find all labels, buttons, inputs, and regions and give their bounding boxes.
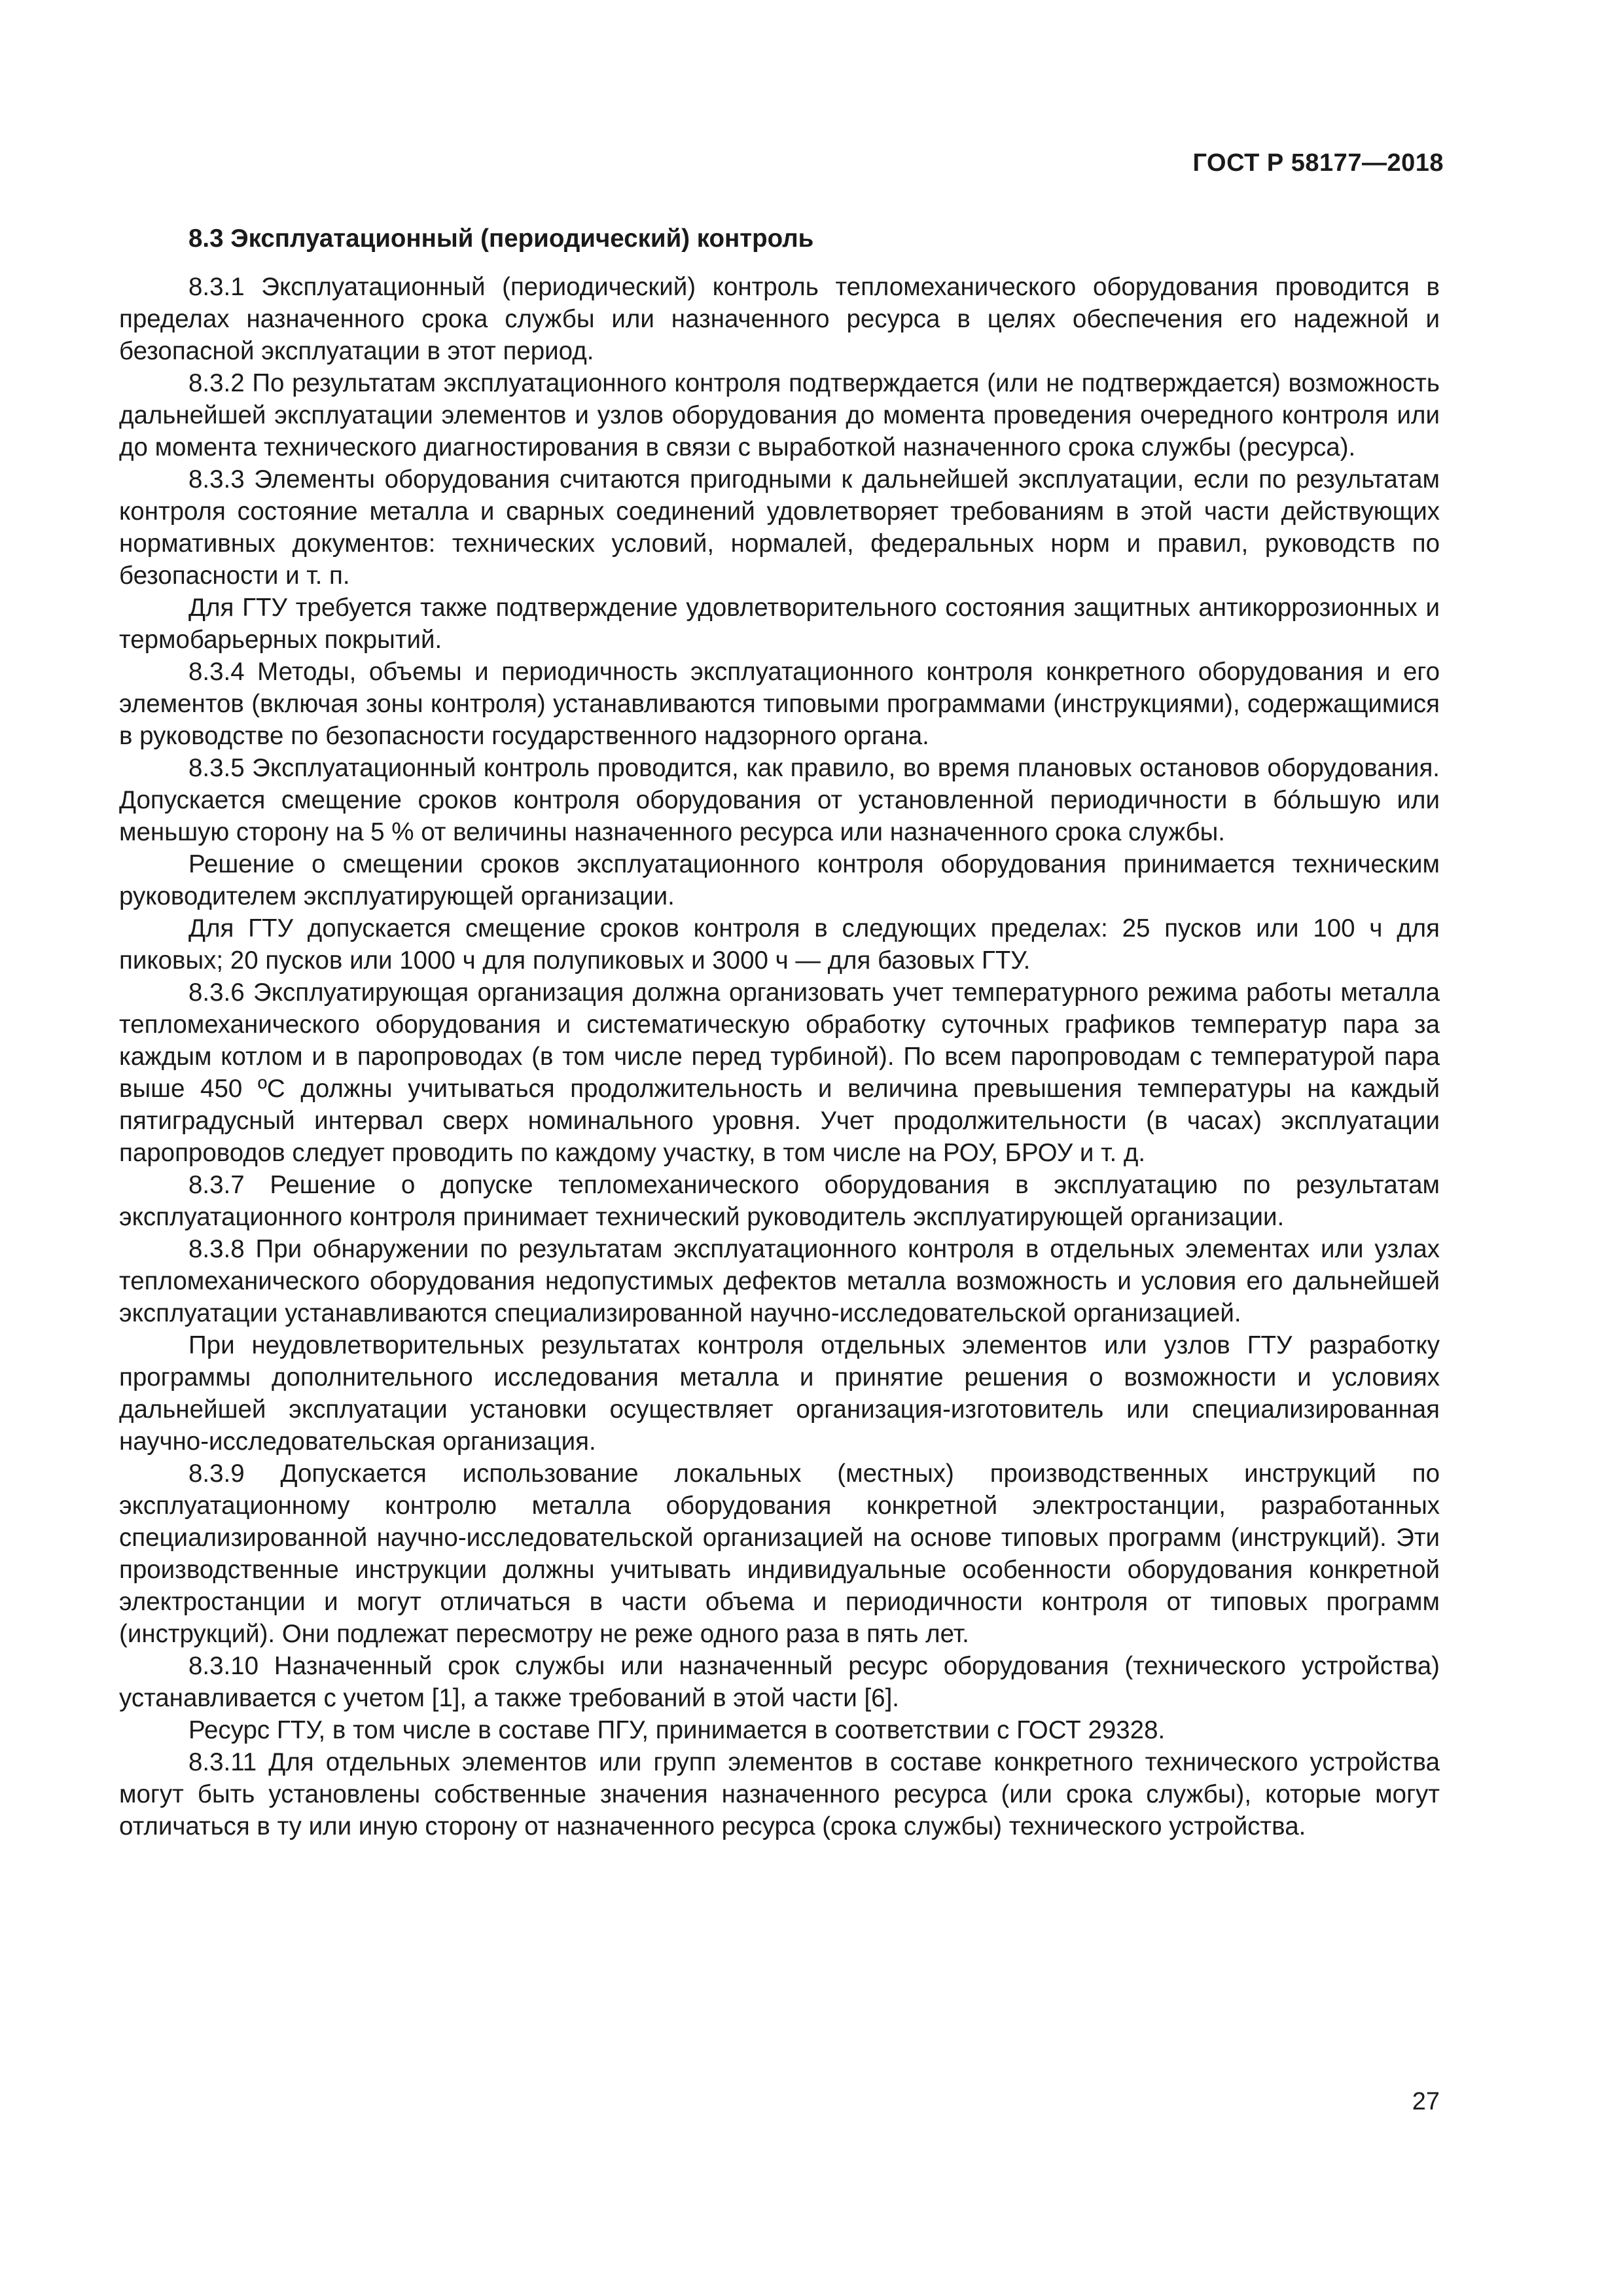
paragraph-8-3-8-gtu: При неудовлетворительных результатах контроля отдельных элементов или узлов ГТУ разработку программы дополнительного исследования металла и принятие решения о возможности и условиях дальнейшей эксплуатации установки осуществляет организация-изготовитель или специализированная научно-исследовательская организация. [119, 1331, 1440, 1456]
section-title: 8.3 Эксплуатационный (периодический) контроль [188, 224, 814, 253]
paragraph-8-3-3-gtu: Для ГТУ требуется также подтверждение удовлетворительного состояния защитных антикоррозионных и термобарьерных покрытий. [119, 594, 1440, 654]
paragraph-8-3-7: 8.3.7 Решение о допуске тепломеханического оборудования в эксплуатацию по результатам эксплуатационного контроля принимает технический руководитель эксплуатирующей организации. [119, 1171, 1440, 1231]
paragraph-8-3-10-gtu: Ресурс ГТУ, в том числе в составе ПГУ, принимается в соответствии с ГОСТ 29328. [188, 1716, 1166, 1744]
paragraph-8-3-3: 8.3.3 Элементы оборудования считаются пригодными к дальнейшей эксплуатации, если по результатам контроля состояние металла и сварных соединений удовлетворяет требованиям в этой части действующих нормативных документов: технических условий, нормалей, федеральных норм и правил, руководств по безопасности и т. п. [119, 465, 1440, 590]
paragraph-8-3-11: 8.3.11 Для отдельных элементов или групп элементов в составе конкретного технического устройства могут быть установлены собственные значения назначенного ресурса (или срока службы), которые могут отличаться в ту или иную сторону от назначенного ресурса (срока службы) технического устройства. [119, 1748, 1440, 1840]
page-number: 27 [1412, 2088, 1440, 2115]
paragraph-8-3-2: 8.3.2 По результатам эксплуатационного контроля подтверждается (или не подтверждается) возможность дальнейшей эксплуатации элементов и узлов оборудования до момента проведения очередного контроля или до момента технического диагностирования в связи с выработкой назначенного срока службы (ресурса). [119, 369, 1440, 461]
paragraph-8-3-6: 8.3.6 Эксплуатирующая организация должна организовать учет температурного режима работы металла тепломеханического оборудования и систематическую обработку суточных графиков температур пара за каждым котлом и в паропроводах (в том числе перед турбиной). По всем паропроводам с температурой пара выше 450 ºС должны учитываться продолжительность и величина превышения температуры на каждый пятиградусный интервал сверх номинального уровня. Учет продолжительности (в часах) эксплуатации паропроводов следует проводить по каждому участку, в том числе на РОУ, БРОУ и т. д. [119, 978, 1440, 1167]
paragraph-8-3-1: 8.3.1 Эксплуатационный (периодический) контроль тепломеханического оборудования проводится в пределах назначенного срока службы или назначенного ресурса в целях обеспечения его надежной и безопасной эксплуатации в этот период. [119, 273, 1440, 365]
paragraph-8-3-9: 8.3.9 Допускается использование локальных (местных) производственных инструкций по эксплуатационному контролю металла оборудования конкретной электростанции, разработанных специализированной научно-исследовательской организацией на основе типовых программ (инструкций). Эти производственные инструкции должны учитывать индивидуальные особенности оборудования конкретной электростанции и могут отличаться в части объема и периодичности контроля от типовых программ (инструкций). Они подлежат пересмотру не реже одного раза в пять лет. [119, 1460, 1440, 1648]
paragraph-8-3-5: 8.3.5 Эксплуатационный контроль проводится, как правило, во время плановых остановов оборудования. Допускается смещение сроков контроля оборудования от установленной периодичности в бóльшую или меньшую сторону на 5 % от величины назначенного ресурса или назначенного срока службы. [119, 754, 1440, 846]
paragraph-8-3-8: 8.3.8 При обнаружении по результатам эксплуатационного контроля в отдельных элементах или узлах тепломеханического оборудования недопустимых дефектов металла возможность и условия его дальнейшей эксплуатации устанавливаются специализированной научно-исследовательской организацией. [119, 1235, 1440, 1327]
document-code: ГОСТ Р 58177—2018 [1192, 149, 1444, 177]
paragraph-8-3-5-decision: Решение о смещении сроков эксплуатационного контроля оборудования принимается техническим руководителем эксплуатирующей организации. [119, 850, 1440, 910]
paragraph-8-3-10: 8.3.10 Назначенный срок службы или назначенный ресурс оборудования (технического устройства) устанавливается с учетом [1], а также требований в этой части [6]. [119, 1652, 1440, 1712]
paragraph-8-3-4: 8.3.4 Методы, объемы и периодичность эксплуатационного контроля конкретного оборудования и его элементов (включая зоны контроля) устанавливаются типовыми программами (инструкциями), содержащимися в руководстве по безопасности государственного надзорного органа. [119, 658, 1440, 750]
section-8-3 [119, 223, 1440, 1842]
paragraph-8-3-5-gtu: Для ГТУ допускается смещение сроков контроля в следующих пределах: 25 пусков или 100 ч для пиковых; 20 пусков или 1000 ч для полупиковых и 3000 ч — для базовых ГТУ. [119, 914, 1440, 975]
